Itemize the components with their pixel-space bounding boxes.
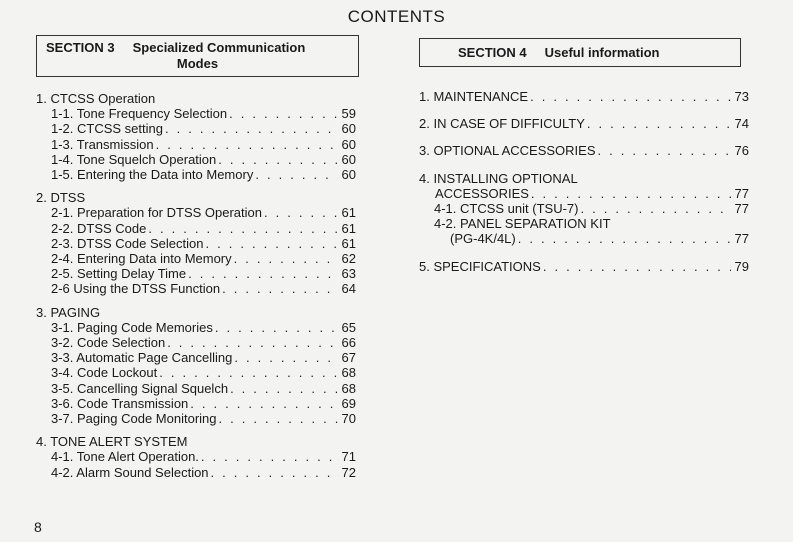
toc-entry-page: 79 bbox=[734, 258, 749, 274]
toc-entry[interactable] bbox=[434, 231, 749, 246]
toc-entry[interactable] bbox=[51, 281, 356, 296]
section-4-title: Useful information bbox=[544, 45, 660, 60]
toc-entry-page: 72 bbox=[341, 464, 356, 480]
toc-entry-page: 61 bbox=[341, 205, 356, 221]
toc-entry-page: 61 bbox=[341, 220, 356, 236]
toc-entry[interactable] bbox=[51, 266, 356, 281]
toc-entry[interactable] bbox=[51, 221, 356, 236]
toc-entry-title: 3. OPTIONAL ACCESSORIES bbox=[419, 143, 596, 159]
toc-entry-title: 4-2. Alarm Sound Selection bbox=[51, 464, 209, 480]
toc-entry-page: 74 bbox=[734, 116, 749, 132]
page-title: CONTENTS bbox=[347, 7, 446, 26]
toc-entry-page: 60 bbox=[341, 151, 356, 167]
toc-entry-page: 77 bbox=[734, 185, 749, 201]
toc-entry-page: 67 bbox=[341, 350, 356, 366]
toc-entry-page: 64 bbox=[341, 281, 356, 297]
toc-entry[interactable] bbox=[51, 350, 356, 365]
toc-entry-page: 62 bbox=[341, 251, 356, 267]
toc-entry-title: 2-3. DTSS Code Selection bbox=[51, 235, 204, 251]
toc-entry-title: 2. IN CASE OF DIFFICULTY bbox=[419, 116, 585, 132]
toc-entry-title: 2-6 Using the DTSS Function bbox=[51, 281, 221, 297]
toc-heading: 4. TONE ALERT SYSTEM bbox=[36, 434, 188, 450]
toc-entry-title: 3-2. Code Selection bbox=[51, 335, 166, 351]
toc-entry-title: 2-5. Setting Delay Time bbox=[51, 266, 187, 282]
toc-entry-page: 76 bbox=[734, 143, 749, 159]
section-3-title-line1: Specialized Communication bbox=[132, 40, 306, 55]
toc-entry-title: 2-1. Preparation for DTSS Operation bbox=[51, 205, 262, 221]
toc-entry-title: 1-5. Entering the Data into Memory bbox=[51, 167, 254, 183]
toc-entry-title: 5. SPECIFICATIONS bbox=[419, 258, 541, 274]
toc-entry[interactable] bbox=[51, 411, 356, 426]
toc-entry-title: 3-1. Paging Code Memories bbox=[51, 319, 213, 335]
toc-entry-title: 4. INSTALLING OPTIONAL bbox=[419, 170, 578, 186]
toc-entry[interactable] bbox=[51, 365, 356, 380]
toc-entry[interactable] bbox=[51, 167, 356, 182]
toc-group-paging bbox=[36, 305, 356, 427]
section-4-label: SECTION 4 bbox=[458, 45, 527, 60]
toc-entry-title: 1-3. Transmission bbox=[51, 136, 154, 152]
toc-entry-page: 68 bbox=[341, 380, 356, 396]
toc-entry[interactable] bbox=[51, 465, 356, 480]
toc-entry-page: 68 bbox=[341, 365, 356, 381]
toc-entry[interactable] bbox=[434, 201, 749, 216]
toc-entry-title: 1. MAINTENANCE bbox=[419, 89, 529, 104]
section-3-label: SECTION 3 bbox=[46, 40, 115, 55]
toc-entry-title: 3-6. Code Transmission bbox=[51, 395, 189, 411]
toc-entry-page: 73 bbox=[734, 89, 749, 104]
toc-entry[interactable] bbox=[419, 143, 749, 158]
toc-entry-title: 2-4. Entering Data into Memory bbox=[51, 251, 232, 267]
toc-entry-title: 3-5. Cancelling Signal Squelch bbox=[51, 380, 229, 396]
toc-group-dtss bbox=[36, 190, 356, 296]
toc-entry-page: 66 bbox=[341, 335, 356, 351]
toc-entry-page: 60 bbox=[341, 136, 356, 152]
toc-entry[interactable] bbox=[419, 186, 749, 201]
toc-entry[interactable] bbox=[51, 106, 356, 121]
section-4-header bbox=[419, 38, 741, 67]
toc-entry[interactable] bbox=[51, 205, 356, 220]
toc-entry-title: 2-2. DTSS Code bbox=[51, 220, 147, 236]
toc-entry-title: 4-2. PANEL SEPARATION KIT bbox=[434, 216, 611, 232]
toc-entry[interactable] bbox=[51, 335, 356, 350]
toc-entry-title-cont: (PG-4K/4L) bbox=[450, 231, 516, 247]
section-3-title-line2: Modes bbox=[176, 56, 219, 71]
toc-entry[interactable] bbox=[51, 236, 356, 251]
toc-entry-page: 69 bbox=[341, 395, 356, 411]
toc-entry-page: 60 bbox=[341, 167, 356, 183]
toc-entry[interactable] bbox=[51, 121, 356, 136]
toc-entry-page: 71 bbox=[341, 449, 356, 465]
toc-entry-page: 77 bbox=[734, 201, 749, 217]
toc-group-tone-alert bbox=[36, 434, 356, 480]
toc-entry-page: 63 bbox=[341, 266, 356, 282]
toc-entry[interactable] bbox=[419, 259, 749, 274]
toc-entry[interactable] bbox=[419, 89, 749, 104]
toc-entry-page: 65 bbox=[341, 319, 356, 335]
toc-entry-page: 70 bbox=[341, 411, 356, 427]
toc-entry-title-cont: ACCESSORIES bbox=[435, 185, 529, 201]
toc-entry[interactable] bbox=[51, 396, 356, 411]
toc-entry[interactable] bbox=[51, 251, 356, 266]
toc-entry-title: 1-4. Tone Squelch Operation bbox=[51, 151, 217, 167]
toc-entry[interactable] bbox=[51, 449, 356, 464]
toc-entry-page: 61 bbox=[341, 235, 356, 251]
toc-entry-title: 4-1. CTCSS unit (TSU-7) bbox=[434, 201, 579, 217]
toc-entry-title: 4-1. Tone Alert Operation. bbox=[51, 449, 199, 465]
toc-entry[interactable] bbox=[51, 137, 356, 152]
section-3-header bbox=[36, 35, 359, 77]
toc-entry[interactable] bbox=[419, 116, 749, 131]
toc-entry[interactable] bbox=[51, 152, 356, 167]
toc-entry-page: 59 bbox=[341, 106, 356, 122]
toc-entry-title: 3-3. Automatic Page Cancelling bbox=[51, 350, 233, 366]
toc-entry-title: 3-7. Paging Code Monitoring bbox=[51, 411, 217, 427]
toc-heading: 3. PAGING bbox=[36, 304, 101, 320]
page-number: 8 bbox=[34, 519, 42, 535]
toc-entry-page: 60 bbox=[341, 121, 356, 137]
toc-heading: 1. CTCSS Operation bbox=[36, 91, 156, 106]
toc-entry[interactable] bbox=[51, 381, 356, 396]
toc-entry[interactable] bbox=[51, 320, 356, 335]
toc-group-ctcss bbox=[36, 91, 356, 182]
section-4-toc bbox=[419, 89, 749, 286]
toc-heading: 2. DTSS bbox=[36, 190, 86, 206]
toc-entry-page: 77 bbox=[734, 231, 749, 247]
toc-entry-title: 3-4. Code Lockout bbox=[51, 365, 158, 381]
section-3-toc bbox=[36, 91, 356, 488]
toc-entry-title: 1-2. CTCSS setting bbox=[51, 121, 163, 137]
toc-entry-title: 1-1. Tone Frequency Selection bbox=[51, 106, 228, 122]
